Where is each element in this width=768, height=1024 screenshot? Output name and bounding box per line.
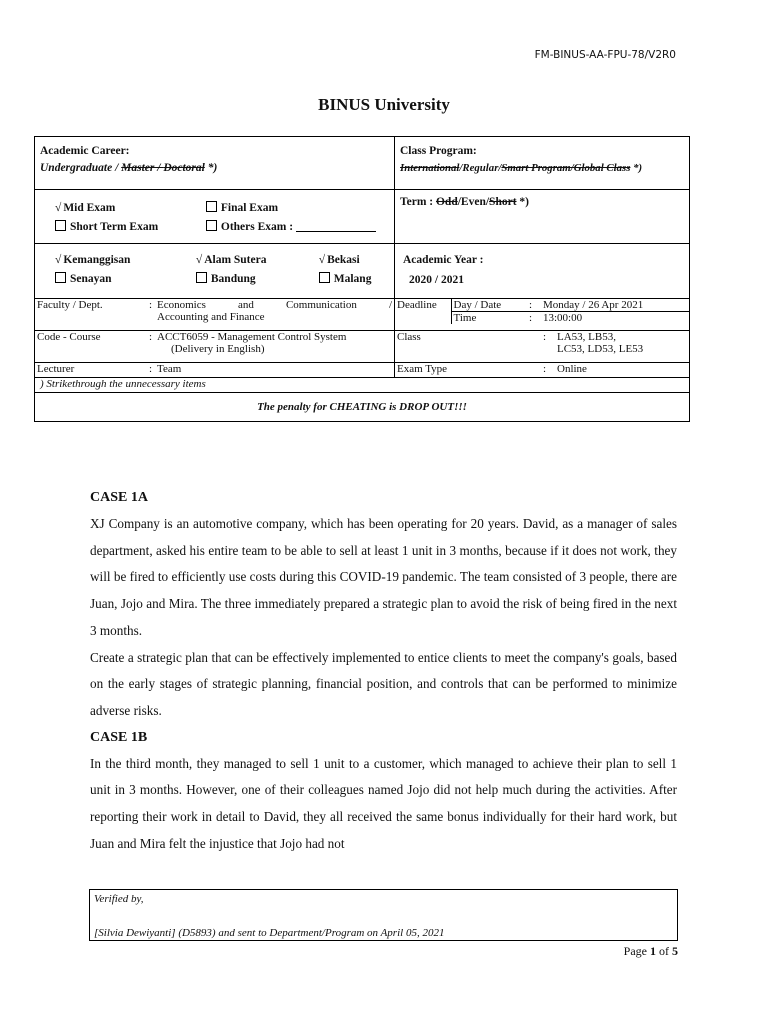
career-undergraduate: Undergraduate /	[40, 162, 122, 174]
short-term-exam-option: Short Term Exam	[55, 220, 203, 233]
class-value-2: LC53, LD53, LE53	[557, 343, 644, 355]
checkbox-icon	[206, 201, 217, 212]
class-value-1: LA53, LB53,	[557, 331, 616, 343]
term-options	[400, 196, 684, 208]
class-cell: Class : LA53, LB53, LC53, LD53, LE53	[395, 331, 690, 363]
campus-alam-sutera: √ Alam Sutera	[195, 254, 267, 266]
course-value-1: ACCT6059 - Management Control System	[157, 331, 347, 343]
campus-bekasi: √ Bekasi	[318, 254, 360, 266]
campus-row-2	[55, 272, 389, 285]
campus-senayan: Senayan	[55, 272, 193, 285]
class-label: Class	[397, 331, 421, 343]
case-1a-paragraph-1: XJ Company is an automotive company, which has been operating for 20 years. David, as a manager of sales department, asked his entire team to be able to sell at least 1 unit in 3 months, because if it does not work, they will be fired to efficiently use costs during this COVID-19 pandemic. The team consisted of 3 people, there are Juan, Jojo and Mira. The three immediately prepared a strategic plan to avoid the risk of being fired in the next 3 months.	[90, 516, 677, 638]
day-date-label: Day / Date	[453, 299, 502, 311]
class-program-label: Class Program:	[400, 145, 477, 157]
penalty-warning: The penalty for CHEATING is DROP OUT!!!	[35, 393, 690, 422]
course-cell: Code - Course : ACCT6059 - Management Control System (Delivery in English)	[35, 331, 395, 363]
term-cell	[395, 190, 690, 244]
campus-bandung: Bandung	[196, 272, 316, 285]
case-1a-paragraph-2: Create a strategic plan that can be effectively implemented to entice clients to meet the company's goals, based on the early stages of strategic planning, financial position, and controls that can be performed to minimize adverse risks.	[90, 649, 677, 718]
campus-options-cell	[35, 244, 395, 299]
exam-type-options-cell	[35, 190, 395, 244]
deadline-label: Deadline	[395, 299, 451, 324]
class-program-cell	[395, 137, 690, 190]
check-icon: √	[55, 254, 62, 266]
form-code: FM-BINUS-AA-FPU-78/V2R0	[534, 49, 676, 61]
career-master: Master /	[121, 162, 164, 174]
exam-type-value: Online	[557, 363, 587, 375]
lecturer-label: Lecturer	[37, 363, 75, 375]
faculty-cell: Faculty / Dept. : Economics and Communication / Accounting and Finance	[35, 299, 395, 331]
time-label: Time	[453, 312, 477, 324]
checkbox-icon	[55, 220, 66, 231]
faculty-value-2: Accounting and Finance	[157, 311, 265, 323]
course-label: Code - Course	[37, 331, 101, 343]
program-smart-global: Smart Program/Global Class	[501, 162, 631, 174]
exam-header-table	[34, 136, 690, 422]
faculty-value-1: Economics and Communication /	[157, 299, 392, 311]
others-exam-option: Others Exam :	[206, 220, 376, 233]
campus-row-1	[55, 254, 389, 266]
lecturer-cell: Lecturer : Team	[35, 363, 395, 378]
lecturer-value: Team	[157, 363, 182, 375]
career-suffix: *)	[204, 162, 218, 174]
campus-malang: Malang	[319, 272, 372, 285]
program-international: International	[400, 162, 460, 174]
academic-career-label: Academic Career:	[40, 145, 130, 157]
case-1b-paragraph-1: In the third month, they managed to sell 1 unit to a customer, which managed to achieve their plan to sell 1 unit in 3 months. However, one of their colleagues named Jojo did not help much during the activities. After reporting their work in detail to David, they all received the same bonus individually for their hard work, but Juan and Mira felt the injustice that Jojo had not	[90, 755, 677, 851]
academic-career-cell	[35, 137, 395, 190]
program-suffix: *)	[630, 162, 643, 174]
verification-box	[89, 889, 678, 941]
term-short: Short	[489, 196, 517, 208]
others-exam-blank	[296, 231, 376, 232]
academic-year-value: 2020 / 2021	[409, 274, 464, 286]
case-1b-heading: CASE 1B	[90, 729, 148, 745]
career-doctoral: Doctoral	[163, 162, 205, 174]
academic-career-options	[40, 162, 389, 174]
checkbox-icon	[319, 272, 330, 283]
checkbox-icon	[55, 272, 66, 283]
deadline-cell: Deadline Day / Date : Monday / 26 Apr 2021 Time : 13:00:00	[395, 299, 690, 331]
case-1a-heading: CASE 1A	[90, 490, 148, 505]
term-even: /Even/	[457, 196, 490, 208]
campus-kemanggisan: √ Kemanggisan	[55, 254, 131, 266]
check-icon: √	[195, 254, 203, 266]
time-value: 13:00:00	[543, 312, 583, 324]
academic-year-label: Academic Year :	[403, 254, 484, 266]
verified-by-label: Verified by,	[94, 893, 144, 905]
university-title: BINUS University	[318, 95, 450, 114]
academic-year-cell	[395, 244, 690, 299]
term-label: Term :	[400, 196, 436, 208]
exam-type-label: Exam Type	[397, 363, 448, 375]
day-date-value: Monday / 26 Apr 2021	[543, 299, 644, 311]
exam-type-cell: Exam Type : Online	[395, 363, 690, 378]
program-regular: /Regular/	[459, 162, 502, 174]
check-icon: √	[318, 254, 326, 266]
term-odd: Odd	[435, 196, 458, 208]
checkbox-icon	[196, 272, 207, 283]
check-icon: √	[55, 202, 62, 214]
term-suffix: *)	[516, 196, 529, 208]
exam-option-row-2	[55, 220, 389, 233]
mid-exam-option: √ Mid Exam	[55, 202, 116, 214]
verified-by-line: [Silvia Dewiyanti] (D5893) and sent to Department/Program on April 05, 2021	[94, 927, 445, 939]
final-exam-option: Final Exam	[206, 201, 278, 214]
class-program-options	[400, 162, 684, 174]
page-number: Page 1 of 5	[623, 944, 678, 958]
checkbox-icon	[206, 220, 217, 231]
strikethrough-note: ) Strikethrough the unnecessary items	[35, 378, 690, 393]
course-value-2: (Delivery in English)	[171, 343, 265, 355]
exam-questions	[90, 485, 677, 857]
faculty-label: Faculty / Dept.	[37, 299, 103, 311]
exam-option-row-1	[55, 201, 389, 214]
